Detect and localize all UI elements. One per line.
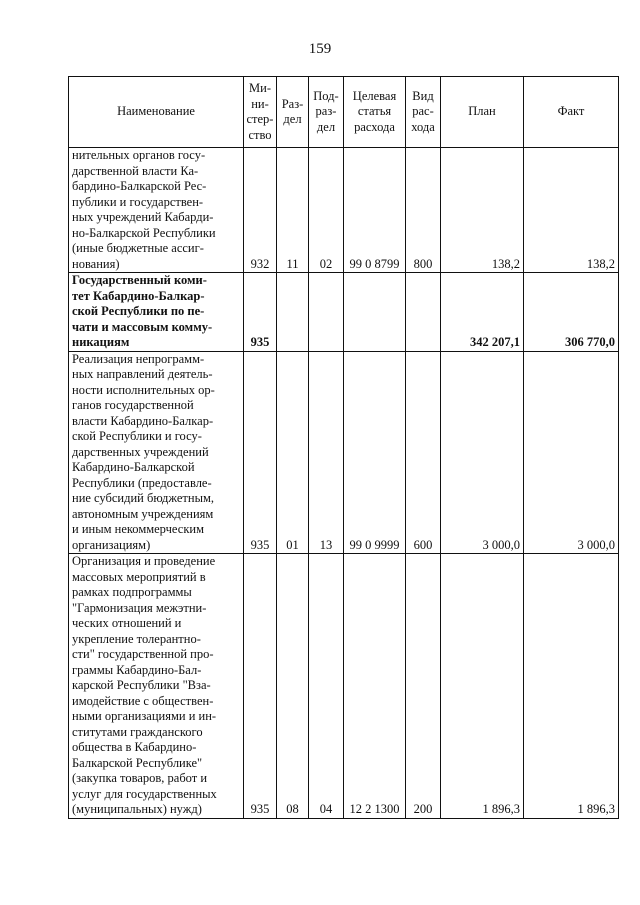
row-section: 08 [277, 554, 309, 819]
table-row [69, 554, 619, 819]
row-fact: 306 770,0 [524, 273, 619, 352]
header-ministry: Ми- ни- стер- ство [244, 77, 277, 148]
row-expense-type [406, 273, 441, 352]
row-expense-type: 600 [406, 351, 441, 554]
page-number: 159 [308, 41, 332, 57]
row-target-article: 99 0 8799 [344, 148, 406, 273]
row-target-article: 12 2 1300 [344, 554, 406, 819]
row-section [277, 273, 309, 352]
row-fact: 3 000,0 [524, 351, 619, 554]
row-plan: 342 207,1 [441, 273, 524, 352]
row-plan: 138,2 [441, 148, 524, 273]
header-target-article: Целевая статья расхода [344, 77, 406, 148]
table-row [69, 273, 619, 352]
row-section: 01 [277, 351, 309, 554]
row-plan: 3 000,0 [441, 351, 524, 554]
row-fact: 1 896,3 [524, 554, 619, 819]
row-subsection [309, 273, 344, 352]
header-section: Раз- дел [277, 77, 309, 148]
row-fact: 138,2 [524, 148, 619, 273]
row-name: Реализация непрограмм- ных направлений деятель- ности исполнительных ор- ганов государственной власти Кабардино-Балкар- ской Республики и госу- дарственных учреждений Кабардино-Балкарской Республики (предоставле- ние субсидий бюджетным, автономным учреждениям и иным некоммерческим организациям) [69, 351, 244, 554]
table-row [69, 351, 619, 554]
header-name: Наименование [69, 77, 244, 148]
header-fact: Факт [524, 77, 619, 148]
header-expense-type: Вид рас- хода [406, 77, 441, 148]
table-header-row [69, 77, 619, 148]
row-expense-type: 800 [406, 148, 441, 273]
header-subsection: Под- раз- дел [309, 77, 344, 148]
row-ministry: 935 [244, 554, 277, 819]
row-target-article: 99 0 9999 [344, 351, 406, 554]
row-subsection: 13 [309, 351, 344, 554]
row-section: 11 [277, 148, 309, 273]
row-name: нительных органов госу- дарственной власти Ка- бардино-Балкарской Рес- публики и государствен- ных учреждений Кабарди- но-Балкарской Республики (иные бюджетные ассиг- нования) [69, 148, 244, 273]
row-expense-type: 200 [406, 554, 441, 819]
row-name: Государственный коми- тет Кабардино-Балкар- ской Республики по пе- чати и массовым комму- никациям [69, 273, 244, 352]
row-subsection: 04 [309, 554, 344, 819]
budget-table [68, 76, 619, 819]
row-ministry: 932 [244, 148, 277, 273]
row-ministry: 935 [244, 351, 277, 554]
row-subsection: 02 [309, 148, 344, 273]
header-plan: План [441, 77, 524, 148]
row-plan: 1 896,3 [441, 554, 524, 819]
row-target-article [344, 273, 406, 352]
table-row [69, 148, 619, 273]
row-ministry: 935 [244, 273, 277, 352]
row-name: Организация и проведение массовых мероприятий в рамках подпрограммы "Гармонизация межэтни- ческих отношений и укрепление толерантно- сти" государственной про- граммы Кабардино-Бал- карской Республики "Вза- имодействие с обществен- ными организациями и ин- ститутами гражданского общества в Кабардино- Балкарской Республике" (закупка товаров, работ и услуг для государственных (муниципальных) нужд) [69, 554, 244, 819]
